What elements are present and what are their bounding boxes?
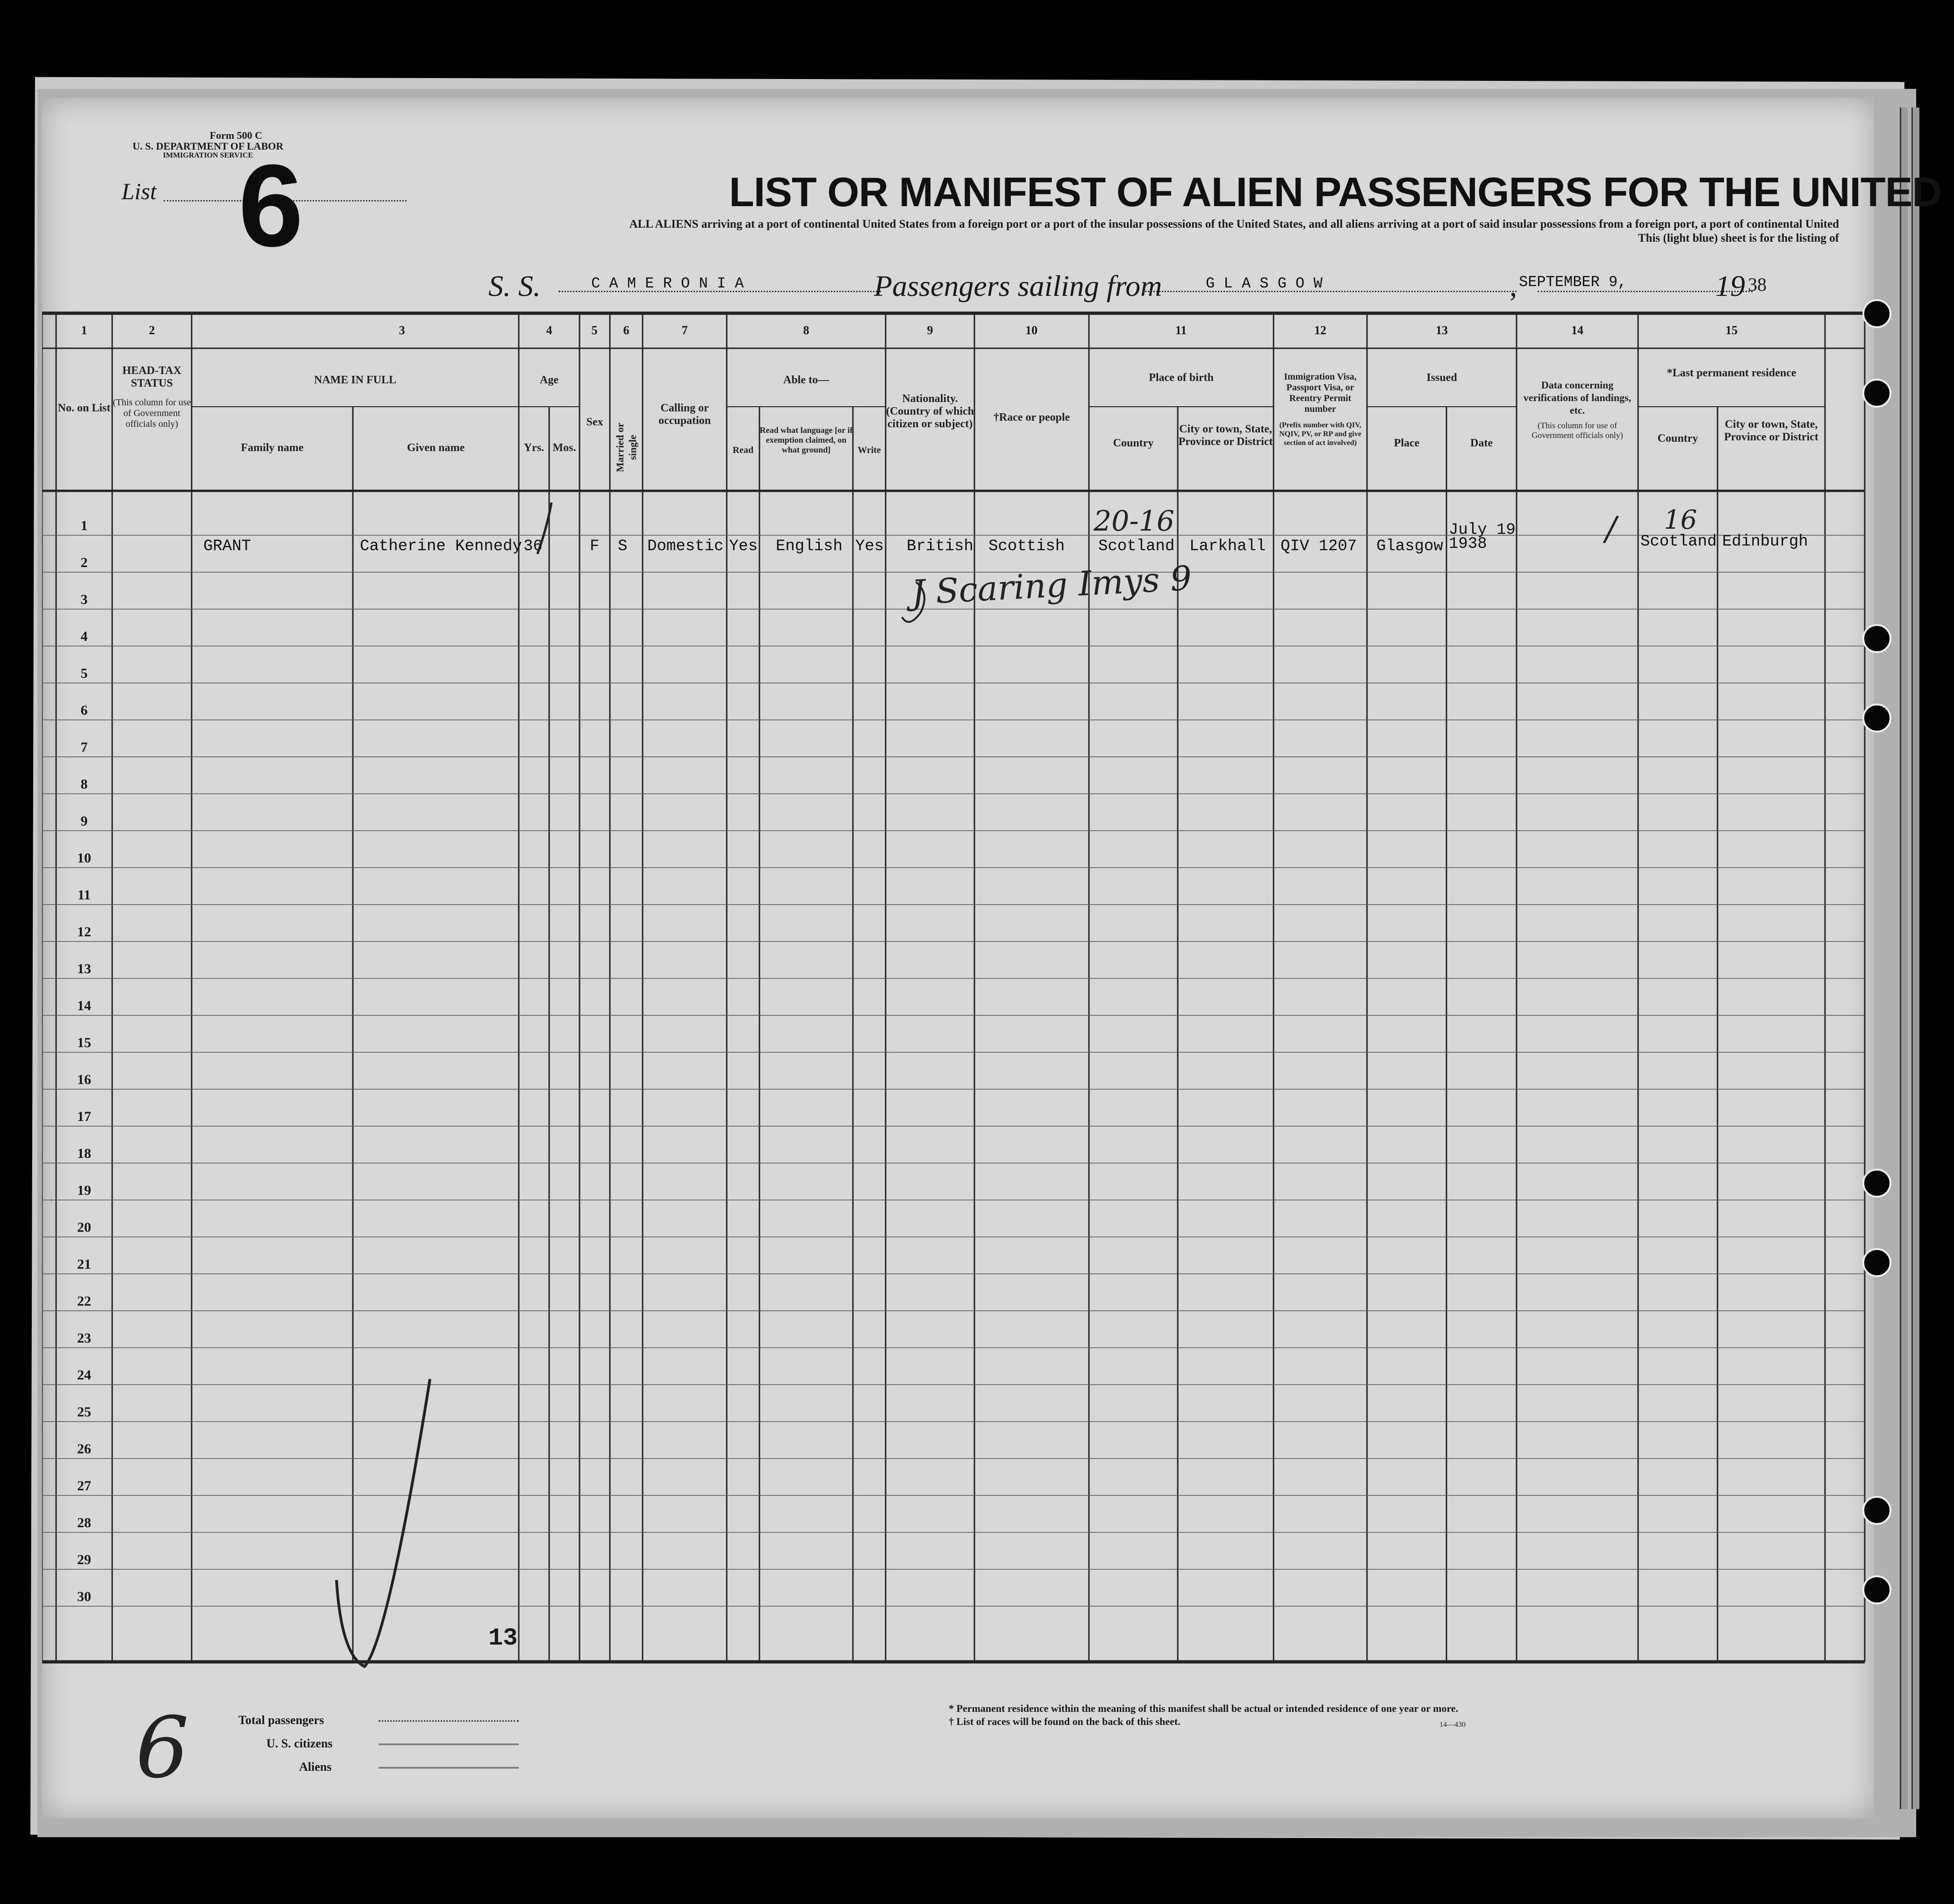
- page-edge: [1900, 108, 1908, 1809]
- header-last-residence: *Last permanent residence: [1667, 367, 1797, 379]
- cell-issued-date-2: 1938: [1449, 535, 1487, 553]
- header-age: Age: [540, 374, 558, 386]
- row-number: 25: [77, 1404, 91, 1420]
- cell-issued-place: Glasgow: [1376, 538, 1443, 555]
- form-number: Form 500 C: [209, 129, 263, 141]
- column-number: 14: [1571, 323, 1583, 337]
- footer-list-number: 6: [136, 1699, 189, 1797]
- cell-res-city: Edinburgh: [1722, 533, 1808, 551]
- data-check-mark: /: [1605, 510, 1617, 548]
- header-name-in-full: NAME IN FULL: [314, 374, 396, 386]
- list-label: List: [122, 178, 157, 204]
- header-data-note: (This column for use of Government officials only): [1532, 421, 1623, 440]
- binder-hole: [1862, 1496, 1891, 1525]
- binder-hole: [1862, 1248, 1891, 1277]
- ship-name: C A M E R O N I A: [591, 275, 744, 292]
- large-check-mark: [336, 1379, 430, 1667]
- sailing-date: SEPTEMBER 9,: [1519, 273, 1627, 291]
- column-number: 5: [591, 323, 598, 337]
- header-place-of-birth: Place of birth: [1149, 372, 1214, 384]
- row-number: 30: [77, 1589, 91, 1604]
- row-number: 8: [80, 776, 88, 792]
- cell-visa: QIV 1207: [1281, 538, 1357, 555]
- row-number: 2: [80, 555, 88, 570]
- row-number: 10: [77, 850, 91, 866]
- birth-code-annotation: 20-16: [1094, 505, 1174, 538]
- header-calling: Calling or occupation: [658, 402, 711, 427]
- footnote-residence: * Permanent residence within the meaning of this manifest shall be actual or intended residence of one year or more.: [949, 1703, 1459, 1714]
- header-issued-place: Place: [1394, 437, 1420, 449]
- column-number: 7: [681, 323, 688, 337]
- cell-write: Yes: [855, 538, 884, 555]
- header-write: Write: [858, 445, 881, 455]
- row-number: 6: [80, 703, 88, 718]
- binder-hole: [1862, 1169, 1891, 1198]
- age-check-mark: [537, 503, 551, 554]
- header-yrs: Yrs.: [523, 442, 544, 454]
- column-number: 2: [149, 323, 155, 337]
- header-family-name: Family name: [241, 442, 304, 454]
- row-number: 18: [77, 1146, 91, 1161]
- column-number: 12: [1314, 323, 1326, 337]
- cell-read: Yes: [729, 538, 758, 555]
- cell-age-yrs: 36: [523, 538, 543, 555]
- header-read-what: Read what language [or if exemption claimed, on what ground]: [759, 425, 853, 454]
- row-number: 27: [77, 1478, 91, 1494]
- header-res-country: Country: [1657, 432, 1698, 445]
- header-no-on-list: No. on List: [57, 402, 111, 414]
- column-number: 13: [1436, 323, 1448, 337]
- row-number: 13: [77, 961, 91, 977]
- header-head-tax: HEAD-TAX STATUS: [122, 365, 182, 389]
- column-number: 1: [81, 323, 87, 337]
- row-number: 19: [77, 1183, 91, 1198]
- row-number: 15: [77, 1035, 91, 1050]
- header-visa-note: (Prefix number with QIV, NQIV, PV, or RP and give section of act involved): [1279, 421, 1361, 447]
- binder-hole: [1862, 379, 1891, 408]
- header-read: Read: [732, 445, 754, 455]
- column-number: 9: [927, 323, 933, 337]
- column-number: 10: [1025, 323, 1038, 337]
- year-prefix: 19: [1715, 269, 1745, 302]
- cell-married: S: [618, 538, 628, 555]
- cell-race: Scottish: [988, 538, 1065, 555]
- cell-sex: F: [590, 538, 600, 555]
- column-number: 4: [546, 323, 552, 337]
- cell-occupation: Domestic: [647, 538, 724, 555]
- manifest-title: LIST OR MANIFEST OF ALIEN PASSENGERS FOR THE UNITED: [729, 169, 1941, 215]
- header-given-name: Given name: [407, 442, 465, 454]
- print-code: 14—430: [1439, 1721, 1466, 1729]
- binder-hole: [1862, 299, 1891, 328]
- cell-language: English: [776, 538, 843, 555]
- header-married: Married or single: [614, 423, 638, 472]
- cell-family-name: GRANT: [203, 538, 251, 555]
- footnote-races: † List of races will be found on the back of this sheet.: [949, 1716, 1181, 1727]
- column-number: 11: [1175, 323, 1187, 337]
- row-number: 22: [77, 1293, 91, 1309]
- department: U. S. DEPARTMENT OF LABOR: [132, 140, 284, 152]
- stamp-13: 13: [488, 1624, 518, 1652]
- row-number: 24: [77, 1367, 91, 1383]
- row-number: 21: [77, 1257, 91, 1272]
- header-issued: Issued: [1426, 372, 1457, 384]
- row-number: 16: [77, 1072, 91, 1087]
- row-number: 5: [80, 666, 88, 681]
- column-number: 6: [623, 323, 630, 337]
- header-nationality: Nationality. (Country of which citizen or subject): [886, 393, 974, 430]
- header-visa: Immigration Visa, Passport Visa, or Reentry Permit number: [1284, 372, 1357, 414]
- row-number: 9: [80, 813, 88, 829]
- header-head-tax-note: (This column for use of Government officials only): [113, 397, 191, 429]
- row-number: 28: [77, 1515, 91, 1530]
- row-number: 17: [77, 1109, 91, 1124]
- handwritten-note: J Scaring Imys 9: [910, 558, 1193, 612]
- header-sex: Sex: [586, 416, 603, 428]
- residence-code-annotation: 16: [1664, 505, 1697, 535]
- header-data-concerning: Data concerning verifications of landings, etc.: [1523, 379, 1632, 416]
- cell-res-country: Scotland: [1640, 533, 1717, 551]
- label-total-passengers: Total passengers: [238, 1713, 324, 1727]
- column-number: 3: [399, 323, 405, 337]
- header-birth-city: City or town, State, Province or District: [1178, 423, 1273, 448]
- header-able-to: Able to—: [783, 374, 829, 386]
- manifest-sheet: Form 500 C U. S. DEPARTMENT OF LABOR IMMIGRATION SERVICE List 6 LIST OR MANIFEST OF ALIEN PASSENGERS FOR THE UNITED ALL ALIENS arriving at a port of continental United States from a foreign port or a port of the insular possessions of the United States, and all aliens arriving at a port of said insular possessions from a foreign port, a port of continental United This (light blue) sheet is for the listing of S. S. C A M E R O N I A Passengers sailing from G L A S G O W , SEPTEMBER 9, 19 38 1 2 3 4 5 6 7 8 9 10 11 12 13 14 15 No. on List HEAD-TAX STATUS (This column for use of Government officials only) NAME IN FULL Family name Given name Age Yrs. Mos. Sex Married or single Calling or occupation Able to— Read Read what language [or if exemption claimed, on what ground] Write Nationality. (Country of which citizen or subject) †Race or people Place of birth Country City or town, State, Province or District Immigration Visa, Passport Visa, or Reentry Permit number (Prefix number with QIV, NQIV, PV, or RP and give section of act involved) Issued Place Date Data concerning verifications of landings, etc. (This column for use of Government officials only) *Last permanent residence Country City or town, State, Province or District 1 2 3 4 5 6 7 8 9 10 11 12 13 14 15 16 17 18 19 20 21 22 23 24 25 26 27 28 29 30 GRANT Catherine Kennedy 36 F S Domestic Yes English Yes British Scottish Scotland Larkhall QIV 1207 Glasgow July 19 1938 Scotland Edinburgh 20-16 16 / J Scaring Imys 9 13 6 Total passengers U. S. citizens Aliens * Permanent residence within the meaning of this manifest shall be actual or intended residence of one year or more. † List of races will be found on the back of this sheet. 14—430: [42, 98, 1874, 1818]
- cell-birth-city: Larkhall: [1189, 538, 1266, 555]
- row-number: 23: [77, 1330, 91, 1346]
- binder-hole: [1862, 1575, 1891, 1604]
- sailing-from-label: Passengers sailing from: [874, 269, 1162, 302]
- row-number: 26: [77, 1441, 91, 1457]
- row-number: 1: [80, 518, 88, 533]
- cell-nationality: British: [907, 538, 973, 555]
- ss-label: S. S.: [488, 269, 541, 302]
- instructions-line-1: ALL ALIENS arriving at a port of continental United States from a foreign port or a port of the insular possessions of the United States, and all aliens arriving at a port of said insular possessions from a foreign port, a port of continental United: [629, 218, 1839, 230]
- row-number: 3: [80, 592, 88, 607]
- port-name: G L A S G O W: [1206, 275, 1323, 292]
- row-number: 20: [77, 1220, 91, 1235]
- label-aliens: Aliens: [299, 1760, 332, 1774]
- header-issued-date: Date: [1470, 437, 1493, 449]
- row-number: 7: [80, 740, 88, 755]
- header-birth-country: Country: [1113, 437, 1154, 449]
- page-edge: [1911, 108, 1919, 1809]
- note-flourish: [902, 582, 924, 622]
- row-number: 29: [77, 1552, 91, 1567]
- row-number: 14: [77, 998, 91, 1013]
- handwritten-marks: [42, 98, 1874, 1818]
- cell-birth-country: Scotland: [1098, 538, 1175, 555]
- instructions-line-2: This (light blue) sheet is for the listing of: [1638, 232, 1839, 244]
- year-suffix: 38: [1748, 274, 1767, 295]
- header-race: †Race or people: [993, 411, 1070, 424]
- header-mos: Mos.: [552, 442, 576, 454]
- header-res-city: City or town, State, Province or District: [1724, 418, 1818, 443]
- list-number: 6: [238, 140, 304, 271]
- binder-hole: [1862, 704, 1891, 733]
- row-number: 4: [80, 629, 88, 644]
- column-number: 8: [803, 323, 809, 337]
- row-number: 12: [77, 924, 91, 940]
- cell-issued-date-1: July 19: [1449, 521, 1516, 539]
- cell-given-name: Catherine Kennedy: [360, 538, 522, 555]
- binder-hole: [1862, 624, 1891, 653]
- column-number: 15: [1725, 323, 1738, 337]
- row-number: 11: [77, 887, 91, 903]
- service: IMMIGRATION SERVICE: [163, 151, 253, 159]
- label-us-citizens: U. S. citizens: [266, 1737, 333, 1750]
